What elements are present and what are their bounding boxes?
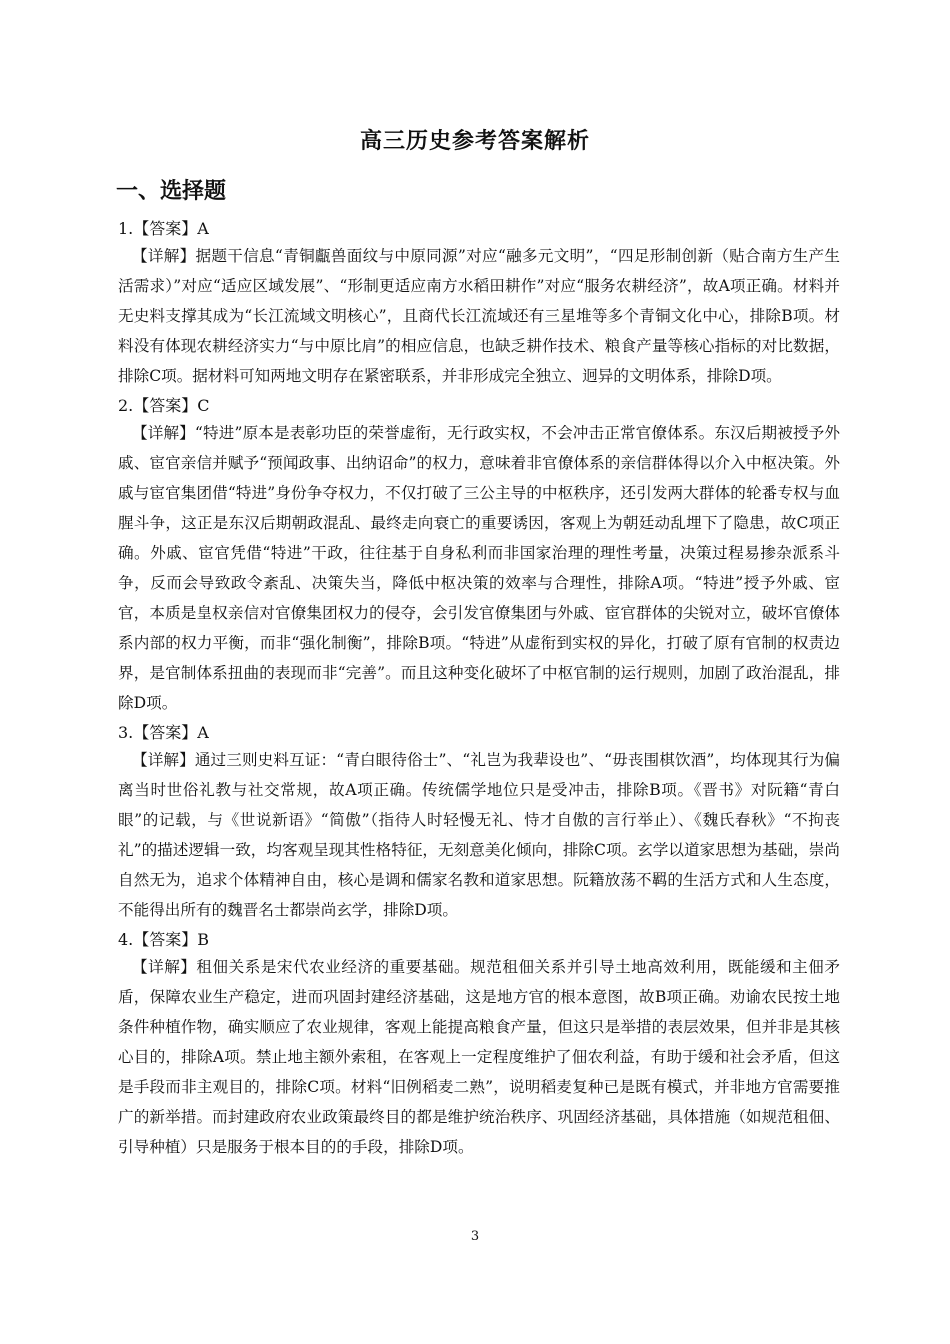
answer-label: 1.【答案】A <box>118 219 209 238</box>
answer-explanation <box>118 745 840 925</box>
detail-tag: 【详解】 <box>132 958 197 976</box>
detail-tag: 【详解】 <box>132 247 196 265</box>
answer-label: 3.【答案】A <box>118 723 209 742</box>
question-2 <box>118 393 840 718</box>
answer-explanation <box>118 952 840 1162</box>
detail-tag: 【详解】 <box>132 751 195 769</box>
question-list <box>118 216 840 1164</box>
page-number: 3 <box>470 1229 480 1244</box>
detail-text: 租佃关系是宋代农业经济的重要基础。规范租佃关系并引导土地高效利用，既能缓和主佃矛盾，保障农业生产稳定，进而巩固封建经济基础，这是地方官的根本意图，故B项正确。劝谕农民按土地条件种植作物，确实顺应了农业规律，客观上能提高粮食产量，但这只是举措的表层效果，但并非是其核心目的，排除A项。禁止地主额外索租，在客观上一定程度维护了佃农利益，有助于缓和社会矛盾，但这是手段而非主观目的，排除C项。材料“旧例稻麦二熟”，说明稻麦复种已是既有模式，并非地方官需要推广的新举措。而封建政府农业政策最终目的都是维护统治秩序、巩固经济基础，具体措施（如规范租佃、引导种植）只是服务于根本目的的手段，排除D项。 <box>118 958 840 1156</box>
document-title: 高三历史参考答案解析 <box>359 129 590 154</box>
detail-tag: 【详解】 <box>132 424 195 442</box>
answer-label: 4.【答案】B <box>118 930 210 949</box>
question-3 <box>118 720 840 925</box>
answer-explanation <box>118 241 840 391</box>
detail-text: 据题干信息“青铜甗兽面纹与中原同源”对应“融多元文明”，“四足形制创新（贴合南方生产生活需求）”对应“适应区域发展”、“形制更适应南方水稻田耕作”对应“服务农耕经济”，故A项正确。材料并无史料支撑其成为“长江流域文明核心”，且商代长江流域还有三星堆等多个青铜文化中心，排除B项。材料没有体现农耕经济实力“与中原比肩”的相应信息，也缺乏耕作技术、粮食产量等核心指标的对比数据，排除C项。据材料可知两地文明存在紧密联系，并非形成完全独立、迥异的文明体系，排除D项。 <box>118 247 840 385</box>
detail-text: “特进”原本是表彰功臣的荣誉虚衔，无行政实权，不会冲击正常官僚体系。东汉后期被授予外戚、宦官亲信并赋予“预闻政事、出纳诏命”的权力，意味着非官僚体系的亲信群体得以介入中枢决策。外戚与宦官集团借“特进”身份争夺权力，不仅打破了三公主导的中枢秩序，还引发两大群体的轮番专权与血腥斗争，这正是东汉后期朝政混乱、最终走向衰亡的重要诱因，客观上为朝廷动乱埋下了隐患，故C项正确。外戚、宦官凭借“特进”干政，往往基于自身私利而非国家治理的理性考量，决策过程易掺杂派系斗争，反而会导致政令紊乱、决策失当，降低中枢决策的效率与合理性，排除A项。“特进”授予外戚、宦官，本质是皇权亲信对官僚集团权力的侵夺，会引发官僚集团与外戚、宦官群体的尖锐对立，破坏官僚体系内部的权力平衡，而非“强化制衡”，排除B项。“特进”从虚衔到实权的异化，打破了原有官制的权责边界，是官制体系扭曲的表现而非“完善”。而且这种变化破坏了中枢官制的运行规则，加剧了政治混乱，排除D项。 <box>118 424 840 712</box>
answer-label: 2.【答案】C <box>118 396 210 415</box>
question-1 <box>118 216 840 391</box>
question-4 <box>118 927 840 1162</box>
detail-text: 通过三则史料互证：“青白眼待俗士”、“礼岂为我辈设也”、“毋丧围棋饮酒”，均体现其行为偏离当时世俗礼教与社交常规，故A项正确。传统儒学地位只是受冲击，排除B项。《晋书》对阮籍“青白眼”的记载，与《世说新语》“简傲”（指待人时轻慢无礼、恃才自傲的言行举止）、《魏氏春秋》“不拘丧礼”的描述逻辑一致，均客观呈现其性格特征，无刻意美化倾向，排除C项。玄学以道家思想为基础，崇尚自然无为，追求个体精神自由，核心是调和儒家名教和道家思想。阮籍放荡不羁的生活方式和人生态度，不能得出所有的魏晋名士都崇尚玄学，排除D项。 <box>118 751 840 919</box>
section-heading: 一、选择题 <box>116 179 227 204</box>
answer-explanation <box>118 418 840 718</box>
